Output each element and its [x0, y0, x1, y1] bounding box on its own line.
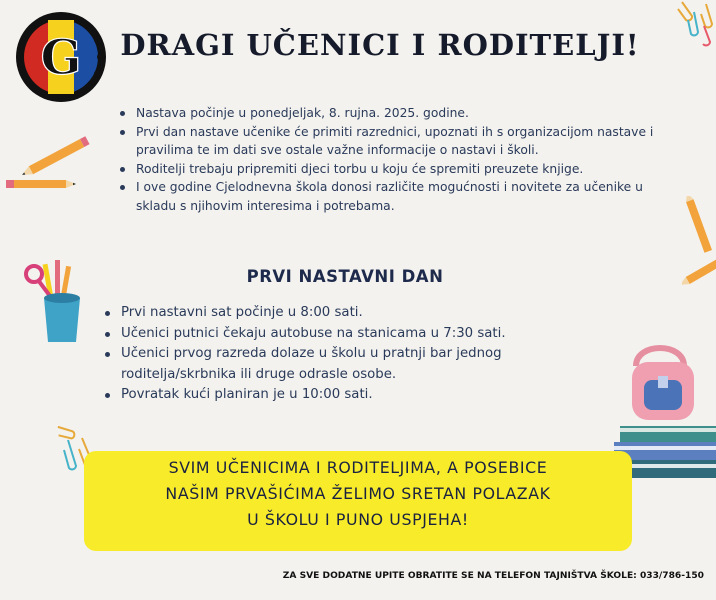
list-item: Prvi dan nastave učenike će primiti razrednici, upoznati ih s organizacijom nastave i pravilima te im dati sve ostale važne informacije o nastavi i školi. — [120, 123, 675, 160]
list-item: Prvi nastavni sat počinje u 8:00 sati. — [105, 303, 575, 324]
page-title: DRAGI UČENICI I RODITELJI! — [120, 28, 640, 62]
list-item: Povratak kući planiran je u 10:00 sati. — [105, 385, 575, 406]
pencil-icon — [682, 196, 716, 292]
first-day-list — [105, 303, 575, 406]
banner-line: NAŠIM PRVAŠIĆIMA ŽELIMO SRETAN POLAZAK — [165, 484, 551, 503]
pencil-cup-icon — [22, 254, 92, 344]
section-title: PRVI NASTAVNI DAN — [246, 267, 444, 286]
contact-footer: ZA SVE DODATNE UPITE OBRATITE SE NA TELEFON TAJNIŠTVA ŠKOLE: 033/786-150 — [282, 571, 704, 581]
intro-list — [120, 104, 675, 215]
list-item: Roditelji trebaju pripremiti djeci torbu u koju će spremiti preuzete knjige. — [120, 160, 675, 179]
pencil-icon — [0, 136, 100, 198]
message-banner — [84, 451, 632, 551]
banner-line: SVIM UČENICIMA I RODITELJIMA, A POSEBICE — [168, 458, 548, 477]
paperclip-icon — [676, 0, 716, 50]
logo-letter: G — [40, 30, 82, 86]
list-item: Učenici putnici čekaju autobuse na stanicama u 7:30 sati. — [105, 324, 575, 345]
list-item: I ove godine Cjelodnevna škola donosi različite mogućnosti i novitete za učenike u skladu s njihovim interesima i potrebama. — [120, 178, 675, 215]
list-item: Nastava počinje u ponedjeljak, 8. rujna. 2025. godine. — [120, 104, 675, 123]
banner-line: U ŠKOLU I PUNO USPJEHA! — [247, 510, 469, 529]
list-item: Učenici prvog razreda dolaze u školu u pratnji bar jednog roditelja/skrbnika ili druge odrasle osobe. — [105, 344, 575, 385]
school-logo — [14, 10, 108, 104]
